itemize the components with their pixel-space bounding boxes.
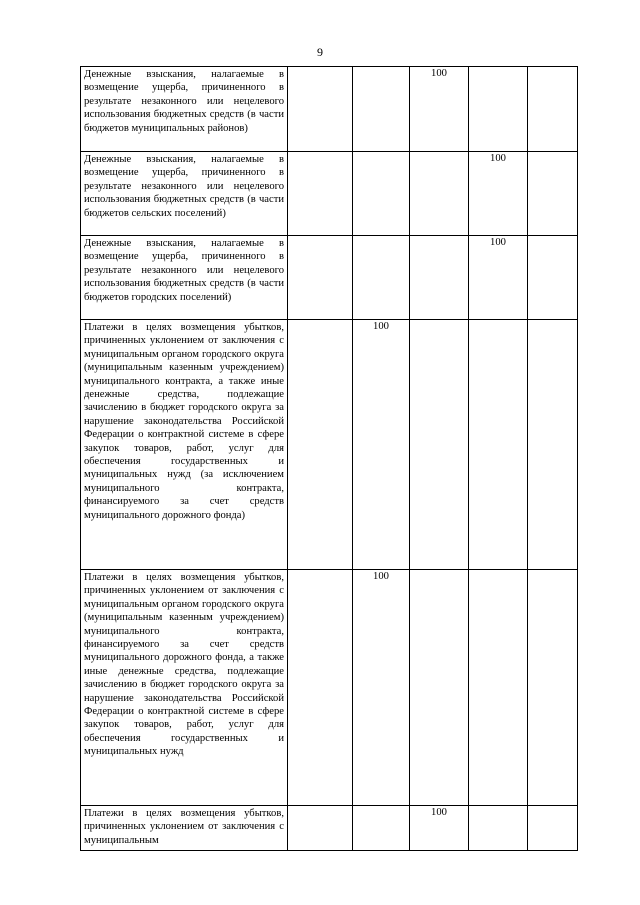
revenue-description: Денежные взыскания, налагаемые в возмещение ущерба, причиненного в результате незаконного или нецелевого использования бюджетных средств (в части бюджетов сельских поселений) xyxy=(81,152,288,236)
value-cell xyxy=(288,570,353,806)
value-cell xyxy=(528,152,578,236)
table-row xyxy=(81,152,578,236)
budget-revenue-table xyxy=(80,66,578,851)
value-cell xyxy=(528,67,578,152)
table-row xyxy=(81,236,578,320)
value-cell xyxy=(528,320,578,570)
value-cell xyxy=(288,152,353,236)
value-cell xyxy=(469,320,528,570)
value-cell xyxy=(469,67,528,152)
value-cell xyxy=(528,570,578,806)
value-cell xyxy=(410,236,469,320)
value-cell: 100 xyxy=(469,236,528,320)
value-cell xyxy=(353,152,410,236)
value-cell xyxy=(469,570,528,806)
value-cell xyxy=(288,320,353,570)
value-cell xyxy=(528,236,578,320)
revenue-description: Денежные взыскания, налагаемые в возмещение ущерба, причиненного в результате незаконного или нецелевого использования бюджетных средств (в части бюджетов муниципальных районов) xyxy=(81,67,288,152)
revenue-description: Платежи в целях возмещения убытков, причиненных уклонением от заключения с муниципальным органом городского округа (муниципальным казенным учреждением) муниципального контракта, а также иные денежные средства, подлежащие зачислению в бюджет городского округа за нарушение законодательства Российской Федерации о контрактной системе в сфере закупок товаров, работ, услуг для обеспечения государственных и муниципальных нужд (за исключением муниципального контракта, финансируемого за счет средств муниципального дорожного фонда) xyxy=(81,320,288,570)
page-number: 9 xyxy=(317,45,323,59)
value-cell xyxy=(353,236,410,320)
value-cell: 100 xyxy=(469,152,528,236)
value-cell xyxy=(410,320,469,570)
value-cell: 100 xyxy=(410,806,469,851)
revenue-description: Денежные взыскания, налагаемые в возмещение ущерба, причиненного в результате незаконного или нецелевого использования бюджетных средств (в части бюджетов городских поселений) xyxy=(81,236,288,320)
table-row xyxy=(81,320,578,570)
value-cell: 100 xyxy=(353,570,410,806)
value-cell xyxy=(528,806,578,851)
revenue-description: Платежи в целях возмещения убытков, причиненных уклонением от заключения с муниципальным органом городского округа (муниципальным казенным учреждением) муниципального контракта, финансируемого за счет средств муниципального дорожного фонда, а также иные денежные средства, подлежащие зачислению в бюджет городского округа за нарушение законодательства Российской Федерации о контрактной системе в сфере закупок товаров, работ, услуг для обеспечения государственных и муниципальных нужд xyxy=(81,570,288,806)
value-cell: 100 xyxy=(410,67,469,152)
value-cell xyxy=(353,67,410,152)
value-cell xyxy=(410,570,469,806)
value-cell xyxy=(288,806,353,851)
table-row xyxy=(81,570,578,806)
value-cell xyxy=(288,236,353,320)
revenue-description: Платежи в целях возмещения убытков, причиненных уклонением от заключения с муниципальным xyxy=(81,806,288,851)
value-cell xyxy=(469,806,528,851)
table-row xyxy=(81,67,578,152)
table-row xyxy=(81,806,578,851)
value-cell xyxy=(353,806,410,851)
value-cell xyxy=(288,67,353,152)
value-cell xyxy=(410,152,469,236)
value-cell: 100 xyxy=(353,320,410,570)
